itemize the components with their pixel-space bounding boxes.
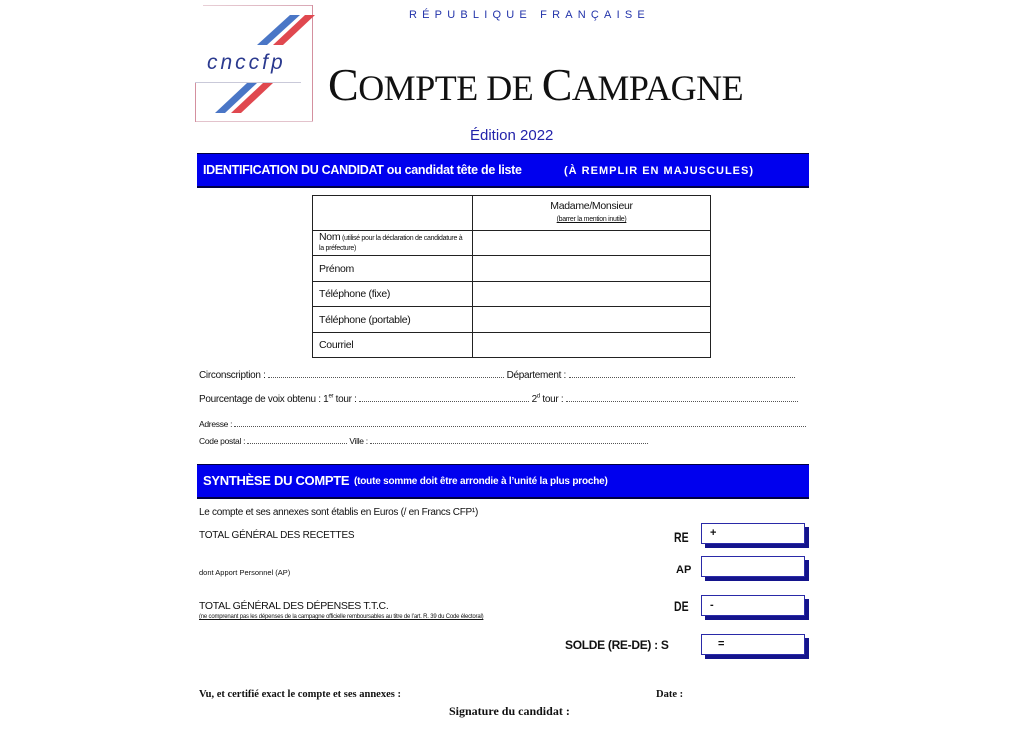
table-row xyxy=(313,256,711,282)
departement-label: Département : xyxy=(506,370,567,381)
prenom-field[interactable] xyxy=(473,256,711,282)
nom-field[interactable] xyxy=(473,231,711,256)
title-part: AMPAGNE xyxy=(571,68,744,108)
adresse-field[interactable] xyxy=(234,418,806,427)
courriel-field[interactable] xyxy=(473,333,711,358)
recettes-code: RE xyxy=(674,529,689,545)
adresse-line xyxy=(199,418,806,429)
depenses-note: (ne comprenant pas les dépenses de la campagne officielle remboursables au titre de l’art. R. 39 du Code électoral) xyxy=(199,614,484,620)
synthese-note: (toute somme doit être arrondie à l’unité la plus proche) xyxy=(354,476,608,487)
circonscription-label: Circonscription : xyxy=(199,370,266,381)
minus-sign: - xyxy=(710,599,714,611)
certification-text: Vu, et certifié exact le compte et ses annexes : xyxy=(199,689,401,700)
telephone-fixe-label: Téléphone (fixe) xyxy=(313,282,473,307)
logo-text: cnccfp xyxy=(207,51,286,74)
cnccfp-logo xyxy=(195,5,315,122)
civility-label: Madame/Monsieur xyxy=(550,200,633,212)
apport-code: AP xyxy=(676,564,692,576)
nom-label-cell xyxy=(313,231,473,256)
ville-label: Ville : xyxy=(349,436,368,446)
title-part: OMPTE DE xyxy=(358,68,542,108)
premier-tour-field[interactable] xyxy=(359,393,529,402)
table-row xyxy=(313,333,711,358)
apport-field[interactable] xyxy=(701,556,805,577)
depenses-label: TOTAL GÉNÉRAL DES DÉPENSES T.T.C. xyxy=(199,600,389,612)
identification-title: IDENTIFICATION DU CANDIDAT ou candidat tête de liste xyxy=(203,163,522,177)
title-part: C xyxy=(328,59,359,110)
prenom-label: Prénom xyxy=(313,256,473,282)
telephone-portable-label: Téléphone (portable) xyxy=(313,307,473,333)
pourcentage-label: Pourcentage de voix obtenu : 1er tour : xyxy=(199,393,357,405)
pourcentage-line xyxy=(199,393,798,405)
telephone-portable-field[interactable] xyxy=(473,307,711,333)
code-postal-line xyxy=(199,435,648,446)
identification-header xyxy=(197,153,809,188)
apport-label: dont Apport Personnel (AP) xyxy=(199,568,291,577)
table-row xyxy=(313,196,711,231)
code-postal-label: Code postal : xyxy=(199,436,246,446)
equals-sign: = xyxy=(718,638,725,650)
table-row xyxy=(313,282,711,307)
table-row xyxy=(313,231,711,256)
depenses-code: DE xyxy=(674,598,689,614)
synthese-header xyxy=(197,464,809,499)
telephone-fixe-field[interactable] xyxy=(473,282,711,307)
circonscription-line xyxy=(199,369,795,381)
table-row xyxy=(313,307,711,333)
solde-label: SOLDE (RE-DE) : S xyxy=(565,638,669,652)
title-part: C xyxy=(541,59,572,110)
edition-label: Édition 2022 xyxy=(470,127,554,144)
departement-field[interactable] xyxy=(569,369,795,378)
solde-field[interactable] xyxy=(701,634,805,655)
civility-note: (barrer la mention inutile) xyxy=(556,216,627,223)
civility-cell[interactable] xyxy=(473,196,711,231)
plus-sign: + xyxy=(710,527,717,539)
page-title xyxy=(328,59,744,110)
circonscription-field[interactable] xyxy=(268,369,504,378)
identification-note: (À REMPLIR EN MAJUSCULES) xyxy=(564,165,755,177)
nom-note: (utilisé pour la déclaration de candidature à la préfecture) xyxy=(319,235,463,252)
recettes-label: TOTAL GÉNÉRAL DES RECETTES xyxy=(199,530,355,541)
second-tour-label: 2$^d$ tour : xyxy=(531,393,564,405)
depenses-field[interactable] xyxy=(701,595,805,616)
empty-header-cell xyxy=(313,196,473,231)
courriel-label: Courriel xyxy=(313,333,473,358)
signature-label: Signature du candidat : xyxy=(449,704,570,718)
second-tour-field[interactable] xyxy=(566,393,798,402)
ville-field[interactable] xyxy=(370,435,648,444)
identification-table xyxy=(312,195,711,358)
nom-label: Nom xyxy=(319,231,341,243)
synthese-title: SYNTHÈSE DU COMPTE xyxy=(203,473,350,488)
adresse-label: Adresse : xyxy=(199,419,233,429)
code-postal-field[interactable] xyxy=(247,435,347,444)
date-label: Date : xyxy=(656,689,684,700)
currency-note: Le compte et ses annexes sont établis en Euros (/ en Francs CFP¹) xyxy=(199,507,478,518)
logo-divider xyxy=(195,82,301,83)
republique-francaise: RÉPUBLIQUE FRANÇAISE xyxy=(409,9,650,21)
recettes-field[interactable] xyxy=(701,523,805,544)
